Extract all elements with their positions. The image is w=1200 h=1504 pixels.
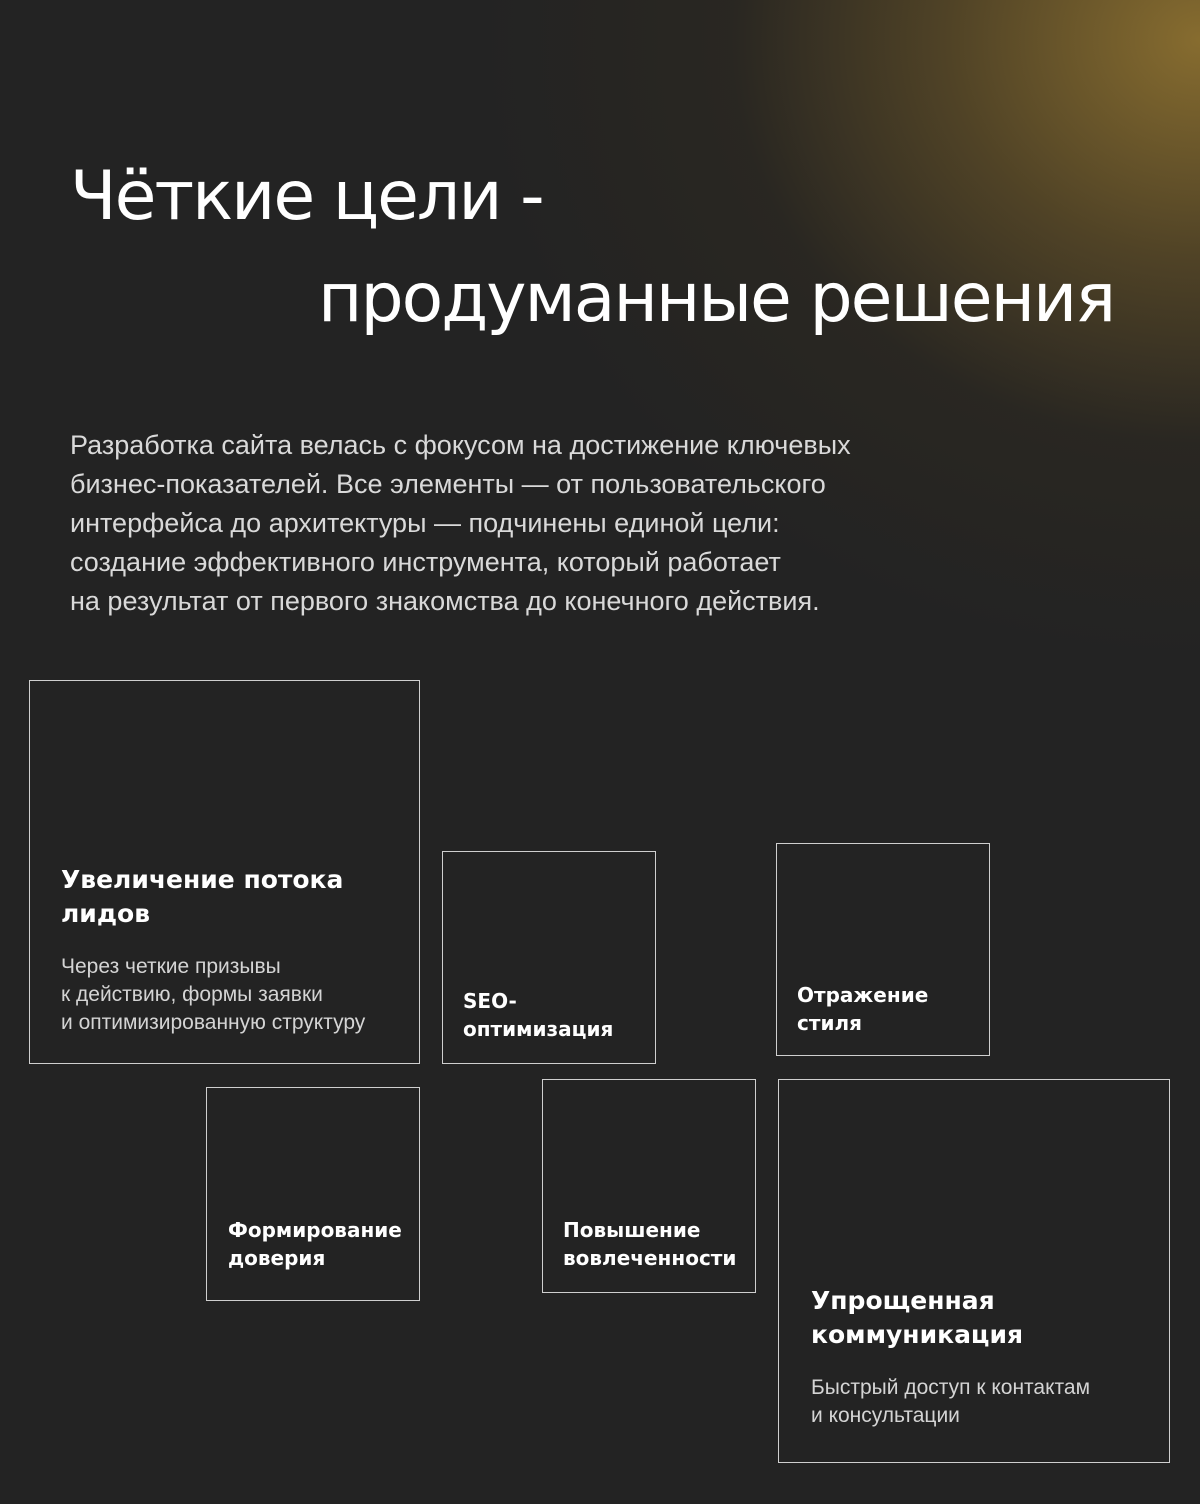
goal-card-title [61, 863, 389, 931]
goal-card-title-line: Повышение [563, 1218, 701, 1242]
page-title-line-1: Чёткие цели - [70, 157, 543, 236]
goal-card-title-line: оптимизация [463, 1017, 614, 1041]
goal-card-description-line: Быстрый доступ к контактам [811, 1376, 1091, 1399]
goal-card-description [61, 953, 389, 1037]
intro-line: на результат от первого знакомства до конечного действия. [70, 586, 820, 616]
goal-card-title-line: Упрощенная [811, 1286, 995, 1315]
goal-card-title [463, 987, 637, 1043]
intro-paragraph [70, 426, 950, 621]
goal-card-title [811, 1284, 1139, 1352]
goal-card-description-line: Через четкие призывы [61, 955, 281, 978]
intro-line: создание эффективного инструмента, который работает [70, 547, 781, 577]
goal-card-title-line: доверия [228, 1246, 326, 1270]
goal-card-title-line: стиля [797, 1011, 862, 1035]
goal-card-title-line: коммуникация [811, 1320, 1024, 1349]
goal-card-engagement [542, 1079, 756, 1293]
goal-card-title [563, 1216, 737, 1272]
goal-card-description-line: и оптимизированную структуру [61, 1011, 366, 1034]
goal-card-content [779, 1284, 1169, 1462]
goal-card-title-line: лидов [61, 899, 151, 928]
goal-card-title [228, 1216, 401, 1272]
goal-card-leads [29, 680, 420, 1064]
goal-card-description [811, 1374, 1139, 1430]
goal-card-trust [206, 1087, 420, 1301]
goal-card-content [777, 981, 989, 1055]
goal-card-title-line: SEO- [463, 989, 517, 1013]
goal-card-content [443, 987, 655, 1063]
goal-card-content [543, 1216, 755, 1292]
goal-card-seo [442, 851, 656, 1064]
intro-line: интерфейса до архитектуры — подчинены единой цели: [70, 508, 780, 538]
intro-line: бизнес-показателей. Все элементы — от пользовательского [70, 469, 826, 499]
goal-card-description-line: и консультации [811, 1404, 960, 1427]
goal-card-title-line: Формирование [228, 1218, 402, 1242]
goal-card-title-line: вовлеченности [563, 1246, 737, 1270]
goal-card-title-line: Отражение [797, 983, 929, 1007]
intro-line: Разработка сайта велась с фокусом на достижение ключевых [70, 430, 851, 460]
page-title-line-2: продуманные решения [318, 259, 1115, 338]
goal-card-title [797, 981, 971, 1037]
goal-card-style [776, 843, 990, 1056]
goal-card-content [207, 1216, 419, 1300]
goal-card-title-line: Увеличение потока [61, 865, 344, 894]
goal-card-communication [778, 1079, 1170, 1463]
goal-card-description-line: к действию, формы заявки [61, 983, 323, 1006]
goal-card-content [30, 863, 419, 1063]
